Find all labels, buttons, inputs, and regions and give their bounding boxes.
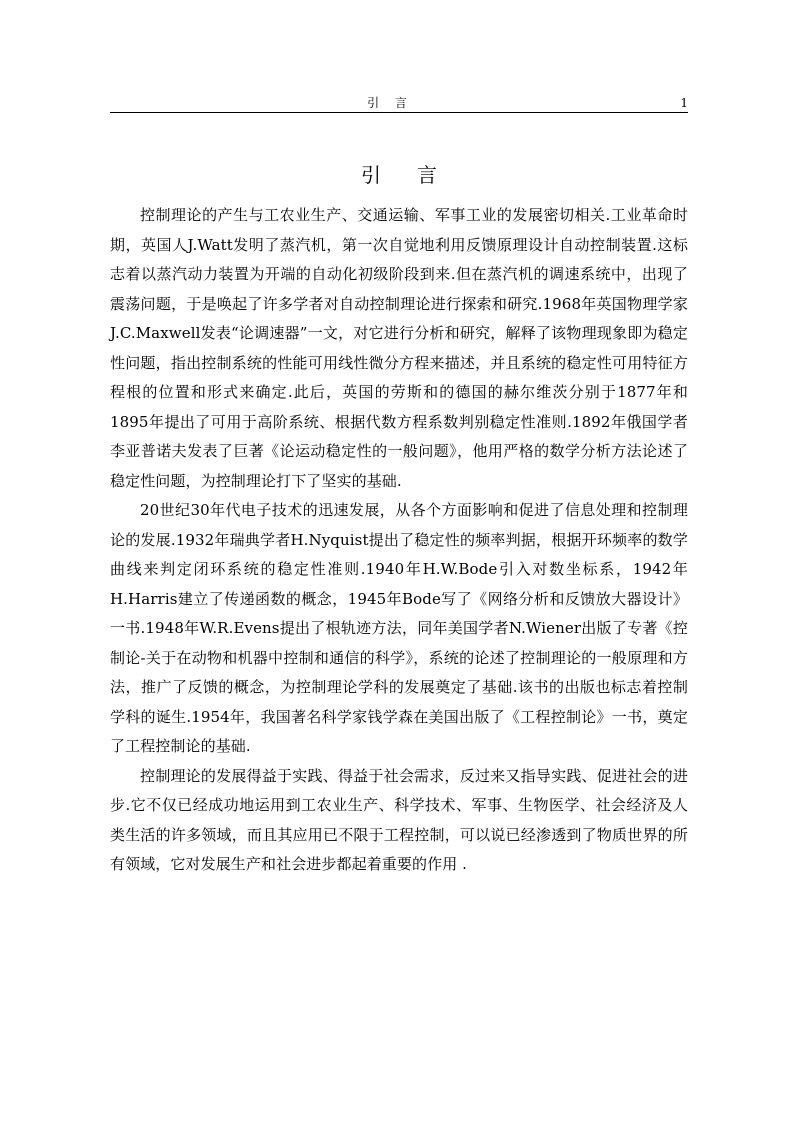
- body-text: [110, 201, 688, 880]
- running-header: [110, 95, 688, 111]
- paragraph-history-origins: 控制理论的产生与工农业生产、交通运输、军事工业的发展密切相关.工业革命时期，英国人J.Watt发明了蒸汽机，第一次自觉地利用反馈原理设计自动控制装置.这标志着以蒸汽动力装置为开端的自动化初级阶段到来.但在蒸汽机的调速系统中，出现了震荡问题，于是唤起了许多学者对自动控制理论进行探索和研究.1968年英国物理学家J.C.Maxwell发表“论调速器”一文，对它进行分析和研究，解释了该物理现象即为稳定性问题，指出控制系统的性能可用线性微分方程来描述，并且系统的稳定性可用特征方程根的位置和形式来确定.此后，英国的劳斯和的德国的赫尔维茨分别于1877年和1895年提出了可用于高阶系统、根据代数方程系数判别稳定性准则.1892年俄国学者李亚普诺夫发表了巨著《论运动稳定性的一般问题》，他用严格的数学分析方法论述了稳定性问题，为控制理论打下了坚实的基础.: [110, 206, 688, 490]
- paragraph-applications: 控制理论的发展得益于实践、得益于社会需求，反过来又指导实践、促进社会的进步.它不仅已经成功地运用到工农业生产、科学技术、军事、生物医学、社会经济及人类生活的许多领域，而且其应用已不限于工程控制，可以说已经渗透到了物质世界的所有领域，它对发展生产和社会进步都起着重要的作用 .: [110, 766, 688, 873]
- header-rule: [110, 112, 688, 113]
- paragraph-twentieth-century: 20世纪30年代电子技术的迅速发展，从各个方面影响和促进了信息处理和控制理论的发展.1932年瑞典学者H.Nyquist提出了稳定性的频率判据，根据开环频率的数学曲线来判定闭环系统的稳定性准则.1940年H.W.Bode引入对数坐标系，1942年H.Harris建立了传递函数的概念，1945年Bode写了《网络分析和反馈放大器设计》一书.1948年W.R.Evens提出了根轨迹方法，同年美国学者N.Wiener出版了专著《控制论-关于在动物和机器中控制和通信的科学》，系统的论述了控制理论的一般原理和方法，推广了反馈的概念，为控制理论学科的发展奠定了基础.该书的出版也标志着控制学科的诞生.1954年，我国著名科学家钱学森在美国出版了《工程控制论》一书，奠定了工程控制论的基础.: [110, 501, 688, 755]
- chapter-title: 引言: [361, 163, 473, 187]
- page-number: 1: [680, 96, 688, 110]
- running-header-title: 引 言: [367, 96, 413, 110]
